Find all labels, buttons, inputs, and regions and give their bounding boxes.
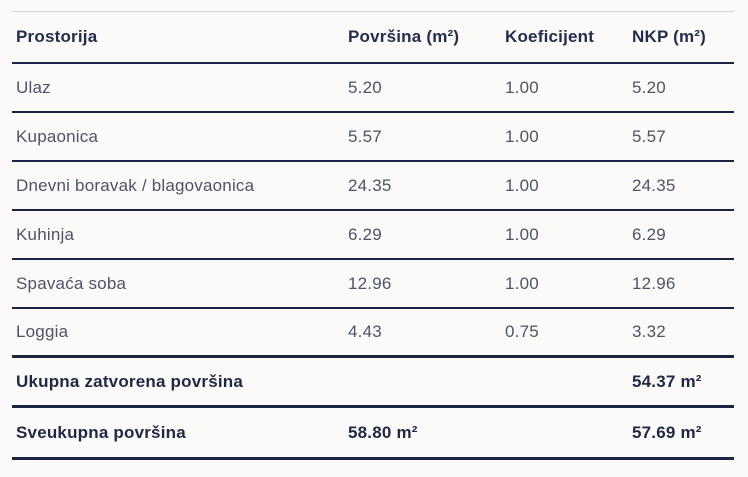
cell-koeficijent: 1.00 — [505, 126, 539, 146]
column-header-povrsina: Površina (m²) — [348, 27, 460, 46]
table-row — [12, 260, 734, 309]
cell-room-name: Dnevni boravak / blagovaonica — [16, 175, 255, 195]
cell-koeficijent: 0.75 — [505, 322, 539, 341]
cell-povrsina: 12.96 — [348, 273, 392, 293]
cell-nkp: 5.57 — [632, 126, 666, 146]
room-area-table — [12, 11, 734, 460]
cell-room-name: Spavaća soba — [16, 273, 127, 293]
cell-povrsina: 5.20 — [348, 77, 382, 97]
table-row — [12, 64, 734, 113]
column-header-prostorija: Prostorija — [16, 27, 98, 46]
column-header-nkp: NKP (m²) — [632, 27, 707, 46]
cell-koeficijent: 1.00 — [505, 175, 539, 195]
total-label: Sveukupna površina — [16, 422, 186, 442]
cell-koeficijent: 1.00 — [505, 273, 539, 293]
cell-povrsina: 24.35 — [348, 175, 392, 195]
table-row — [12, 162, 734, 211]
cell-nkp: 54.37 m² — [632, 371, 702, 391]
cell-nkp: 57.69 m² — [632, 422, 702, 442]
cell-koeficijent: 1.00 — [505, 77, 539, 97]
table-header-row — [12, 12, 734, 64]
cell-room-name: Ulaz — [16, 77, 51, 97]
table-row — [12, 113, 734, 162]
total-enclosed-area-row — [12, 358, 734, 408]
cell-povrsina: 58.80 m² — [348, 422, 418, 442]
column-header-koeficijent: Koeficijent — [505, 27, 595, 46]
total-label: Ukupna zatvorena površina — [16, 371, 244, 391]
table-row — [12, 309, 734, 358]
grand-total-row — [12, 408, 734, 460]
cell-povrsina: 4.43 — [348, 322, 382, 341]
cell-nkp: 6.29 — [632, 224, 666, 244]
cell-nkp: 3.32 — [632, 322, 666, 341]
cell-koeficijent: 1.00 — [505, 224, 539, 244]
cell-nkp: 5.20 — [632, 77, 666, 97]
table-row — [12, 211, 734, 260]
cell-room-name: Kuhinja — [16, 224, 75, 244]
cell-povrsina: 6.29 — [348, 224, 382, 244]
cell-nkp: 24.35 — [632, 175, 676, 195]
cell-nkp: 12.96 — [632, 273, 676, 293]
cell-room-name: Loggia — [16, 322, 69, 341]
cell-room-name: Kupaonica — [16, 126, 99, 146]
cell-povrsina: 5.57 — [348, 126, 382, 146]
